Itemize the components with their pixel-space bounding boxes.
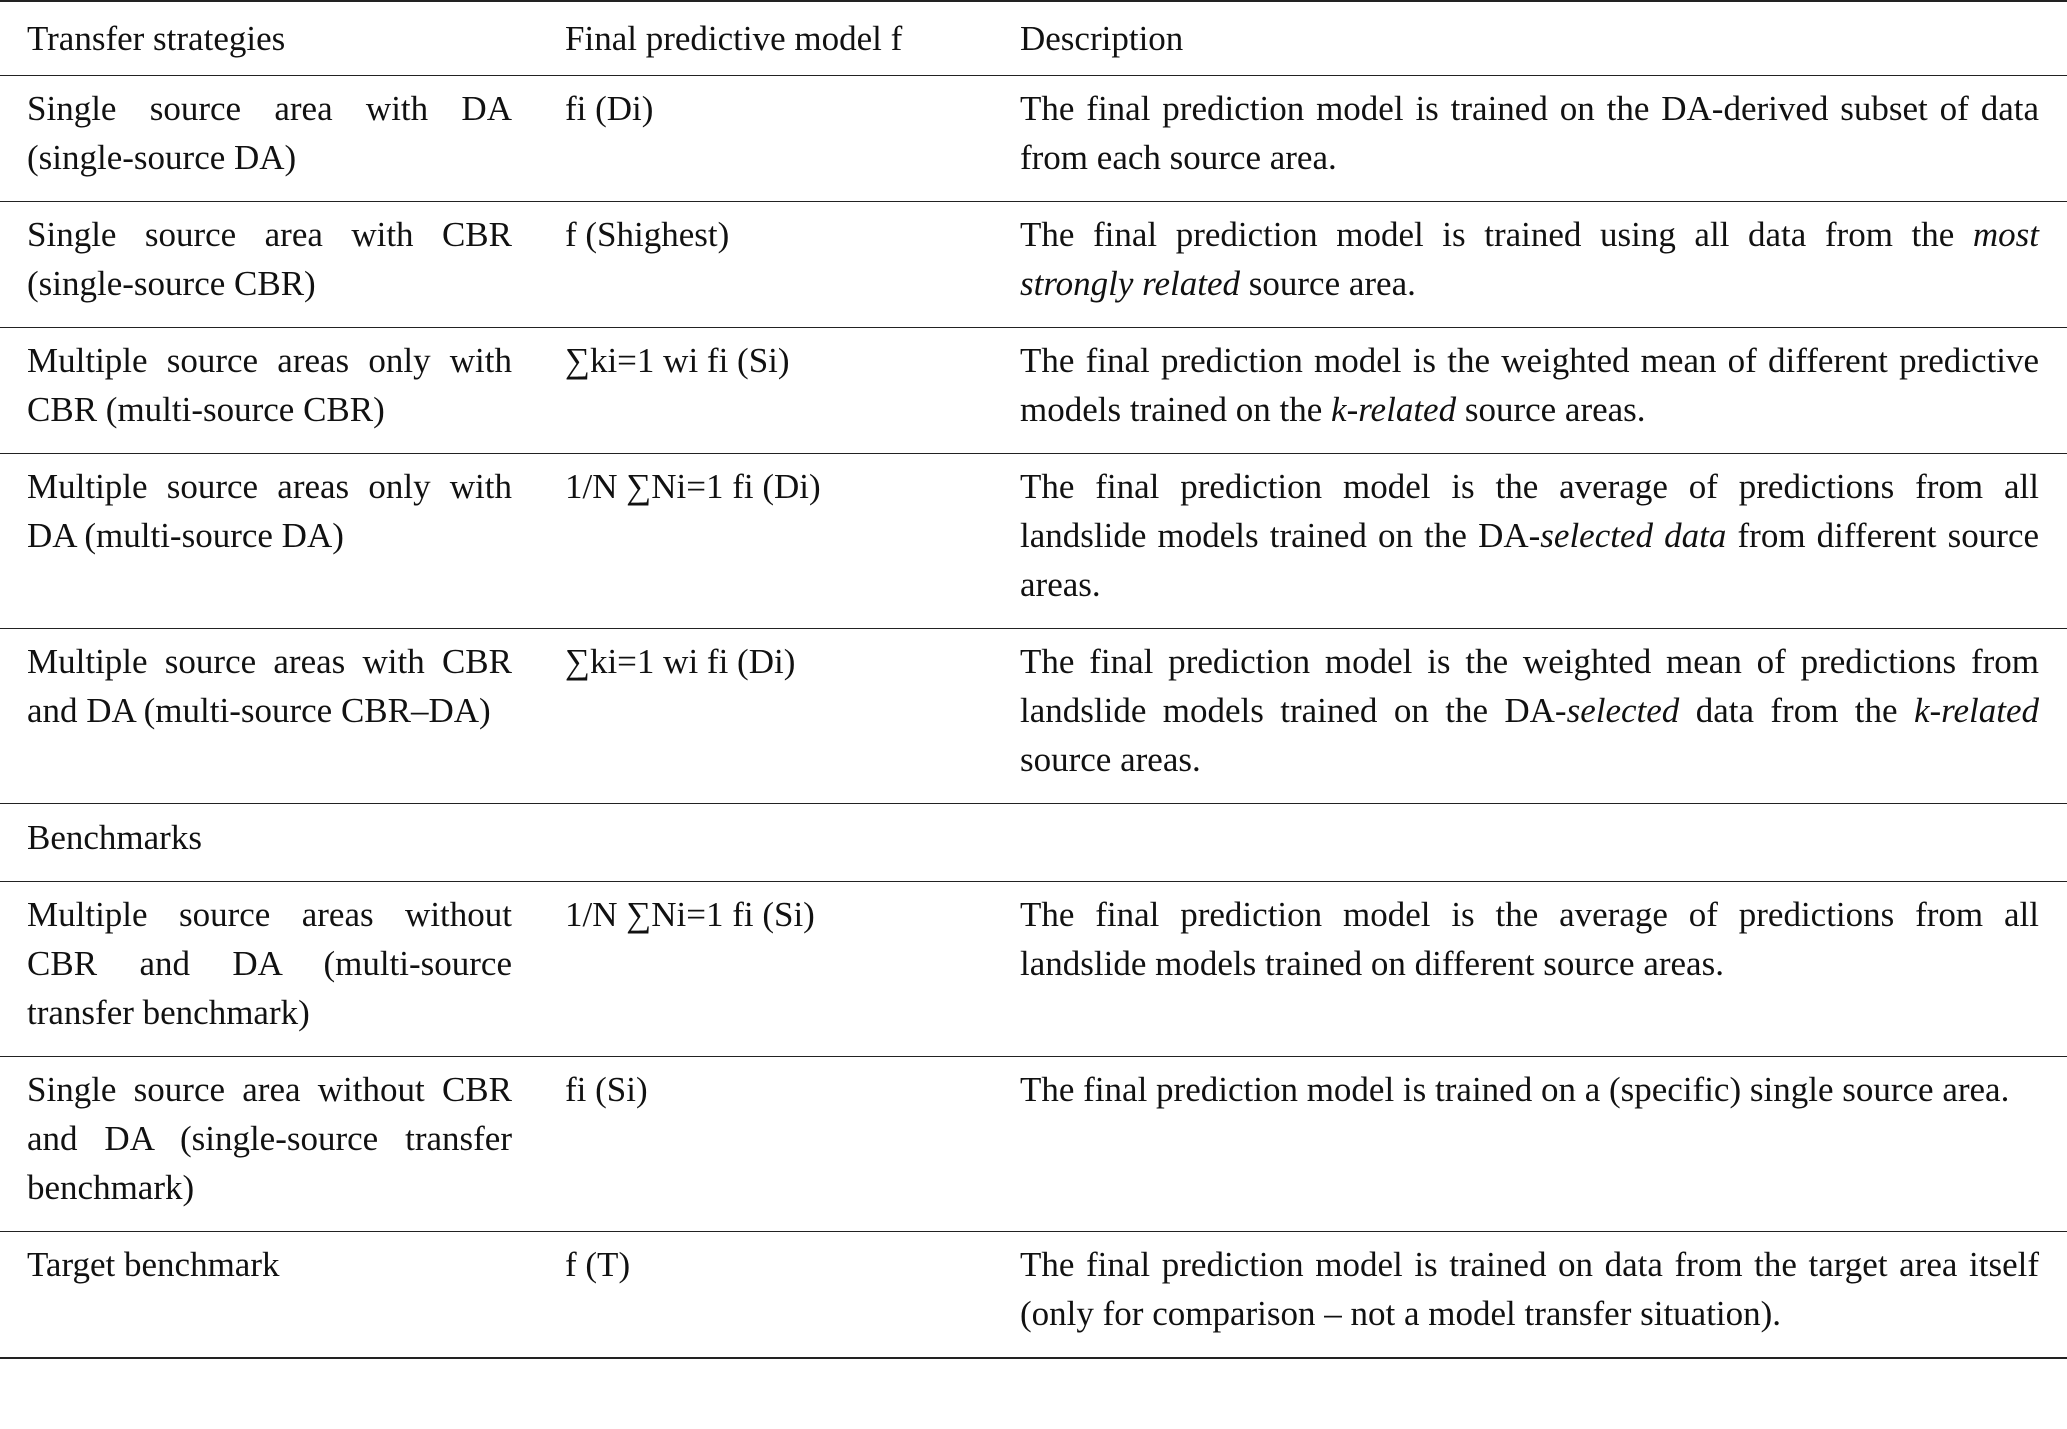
header-description: Description bbox=[995, 1, 2067, 76]
strategy-cell: Single source area with DA (single-source DA) bbox=[0, 76, 540, 202]
description-cell bbox=[995, 202, 2067, 328]
description-text: The final prediction model is trained on the DA-derived subset of data from each source area. bbox=[1020, 89, 2039, 177]
description-text: source areas. bbox=[1020, 740, 1201, 779]
description-emphasis: selected bbox=[1566, 691, 1680, 730]
strategy-cell: Multiple source areas only with CBR (multi-source CBR) bbox=[0, 328, 540, 454]
table-row bbox=[0, 1232, 2067, 1359]
strategy-cell: Single source area without CBR and DA (single-source transfer benchmark) bbox=[0, 1057, 540, 1232]
description-text: The final prediction model is trained on a (specific) single source area. bbox=[1020, 1070, 2010, 1109]
model-formula: ∑ki=1 wi fi (Si) bbox=[540, 328, 995, 454]
model-formula: f (Shighest) bbox=[540, 202, 995, 328]
strategy-cell: Multiple source areas without CBR and DA (multi-source transfer benchmark) bbox=[0, 882, 540, 1057]
model-formula: 1/N ∑Ni=1 fi (Di) bbox=[540, 454, 995, 629]
description-text: The final prediction model is the weighted mean of predictions from landslide models trained on the DA- bbox=[1020, 642, 2039, 730]
description-cell bbox=[995, 454, 2067, 629]
description-text: data from the bbox=[1679, 691, 1914, 730]
table-header-row bbox=[0, 1, 2067, 76]
strategy-cell: Multiple source areas only with DA (multi-source DA) bbox=[0, 454, 540, 629]
benchmarks-group-row bbox=[0, 804, 2067, 882]
strategy-cell: Target benchmark bbox=[0, 1232, 540, 1359]
description-emphasis: most strongly related bbox=[1020, 215, 2039, 303]
header-transfer-strategies: Transfer strategies bbox=[0, 1, 540, 76]
description-emphasis: k-related bbox=[1331, 390, 1457, 429]
description-cell bbox=[995, 882, 2067, 1057]
description-text: The final prediction model is trained using all data from the bbox=[1020, 215, 1973, 254]
description-text: The final prediction model is the average of predictions from all landslide models trained on the DA- bbox=[1020, 467, 2039, 555]
description-cell bbox=[995, 328, 2067, 454]
description-emphasis: selected data bbox=[1540, 516, 1727, 555]
description-text: from different source areas. bbox=[1020, 516, 2040, 604]
header-final-predictive-model: Final predictive model f bbox=[540, 1, 995, 76]
model-formula: f (T) bbox=[540, 1232, 995, 1359]
model-formula: fi (Di) bbox=[540, 76, 995, 202]
benchmarks-group-label: Benchmarks bbox=[0, 804, 2067, 882]
description-text: source area. bbox=[1240, 264, 1416, 303]
description-cell bbox=[995, 76, 2067, 202]
description-cell bbox=[995, 1057, 2067, 1232]
table-row bbox=[0, 202, 2067, 328]
table-row bbox=[0, 1057, 2067, 1232]
description-text: The final prediction model is the weighted mean of different predictive models trained on the bbox=[1020, 341, 2039, 429]
model-formula: fi (Si) bbox=[540, 1057, 995, 1232]
table-row bbox=[0, 76, 2067, 202]
description-emphasis: k-related bbox=[1913, 691, 2039, 730]
description-text: The final prediction model is the average of predictions from all landslide models trained on different source areas. bbox=[1020, 895, 2039, 983]
model-formula: ∑ki=1 wi fi (Di) bbox=[540, 629, 995, 804]
description-cell bbox=[995, 1232, 2067, 1359]
table-row bbox=[0, 882, 2067, 1057]
model-formula: 1/N ∑Ni=1 fi (Si) bbox=[540, 882, 995, 1057]
description-text: The final prediction model is trained on data from the target area itself (only for comparison – not a model transfer situation). bbox=[1020, 1245, 2039, 1333]
strategy-cell: Single source area with CBR (single-source CBR) bbox=[0, 202, 540, 328]
table-row bbox=[0, 629, 2067, 804]
table-row bbox=[0, 454, 2067, 629]
table-row bbox=[0, 328, 2067, 454]
description-cell bbox=[995, 629, 2067, 804]
description-text: source areas. bbox=[1456, 390, 1646, 429]
strategy-cell: Multiple source areas with CBR and DA (multi-source CBR–DA) bbox=[0, 629, 540, 804]
